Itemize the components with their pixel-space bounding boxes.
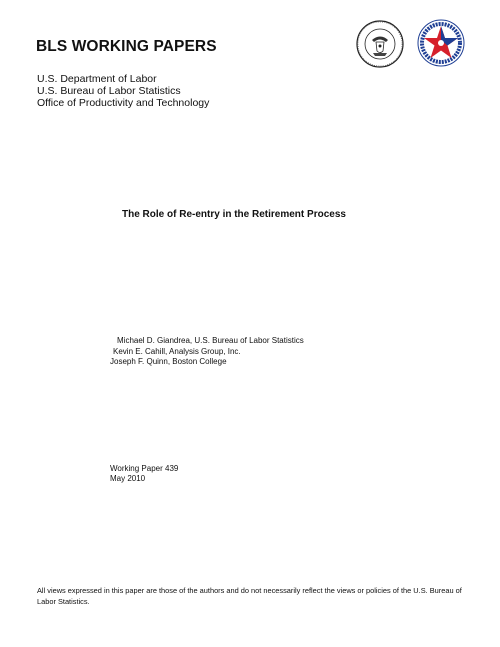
department-name: U.S. Department of Labor xyxy=(37,73,157,85)
paper-title: The Role of Re-entry in the Retirement Process xyxy=(122,209,346,220)
disclaimer: All views expressed in this paper are those of the authors and do not necessarily reflect the views or policies of the U.S. Bureau of Labor Statistics. xyxy=(37,586,462,606)
author-1: Michael D. Giandrea, U.S. Bureau of Labor Statistics xyxy=(117,336,304,345)
author-2: Kevin E. Cahill, Analysis Group, Inc. xyxy=(113,347,241,356)
office-name: Office of Productivity and Technology xyxy=(37,97,210,109)
bureau-name: U.S. Bureau of Labor Statistics xyxy=(37,85,181,97)
author-3: Joseph F. Quinn, Boston College xyxy=(110,357,227,366)
series-title: BLS WORKING PAPERS xyxy=(36,38,217,55)
working-paper-number: Working Paper 439 xyxy=(110,464,179,473)
department-of-labor-seal-icon xyxy=(356,20,404,68)
publication-date: May 2010 xyxy=(110,474,146,483)
bls-star-logo-icon xyxy=(416,16,466,70)
